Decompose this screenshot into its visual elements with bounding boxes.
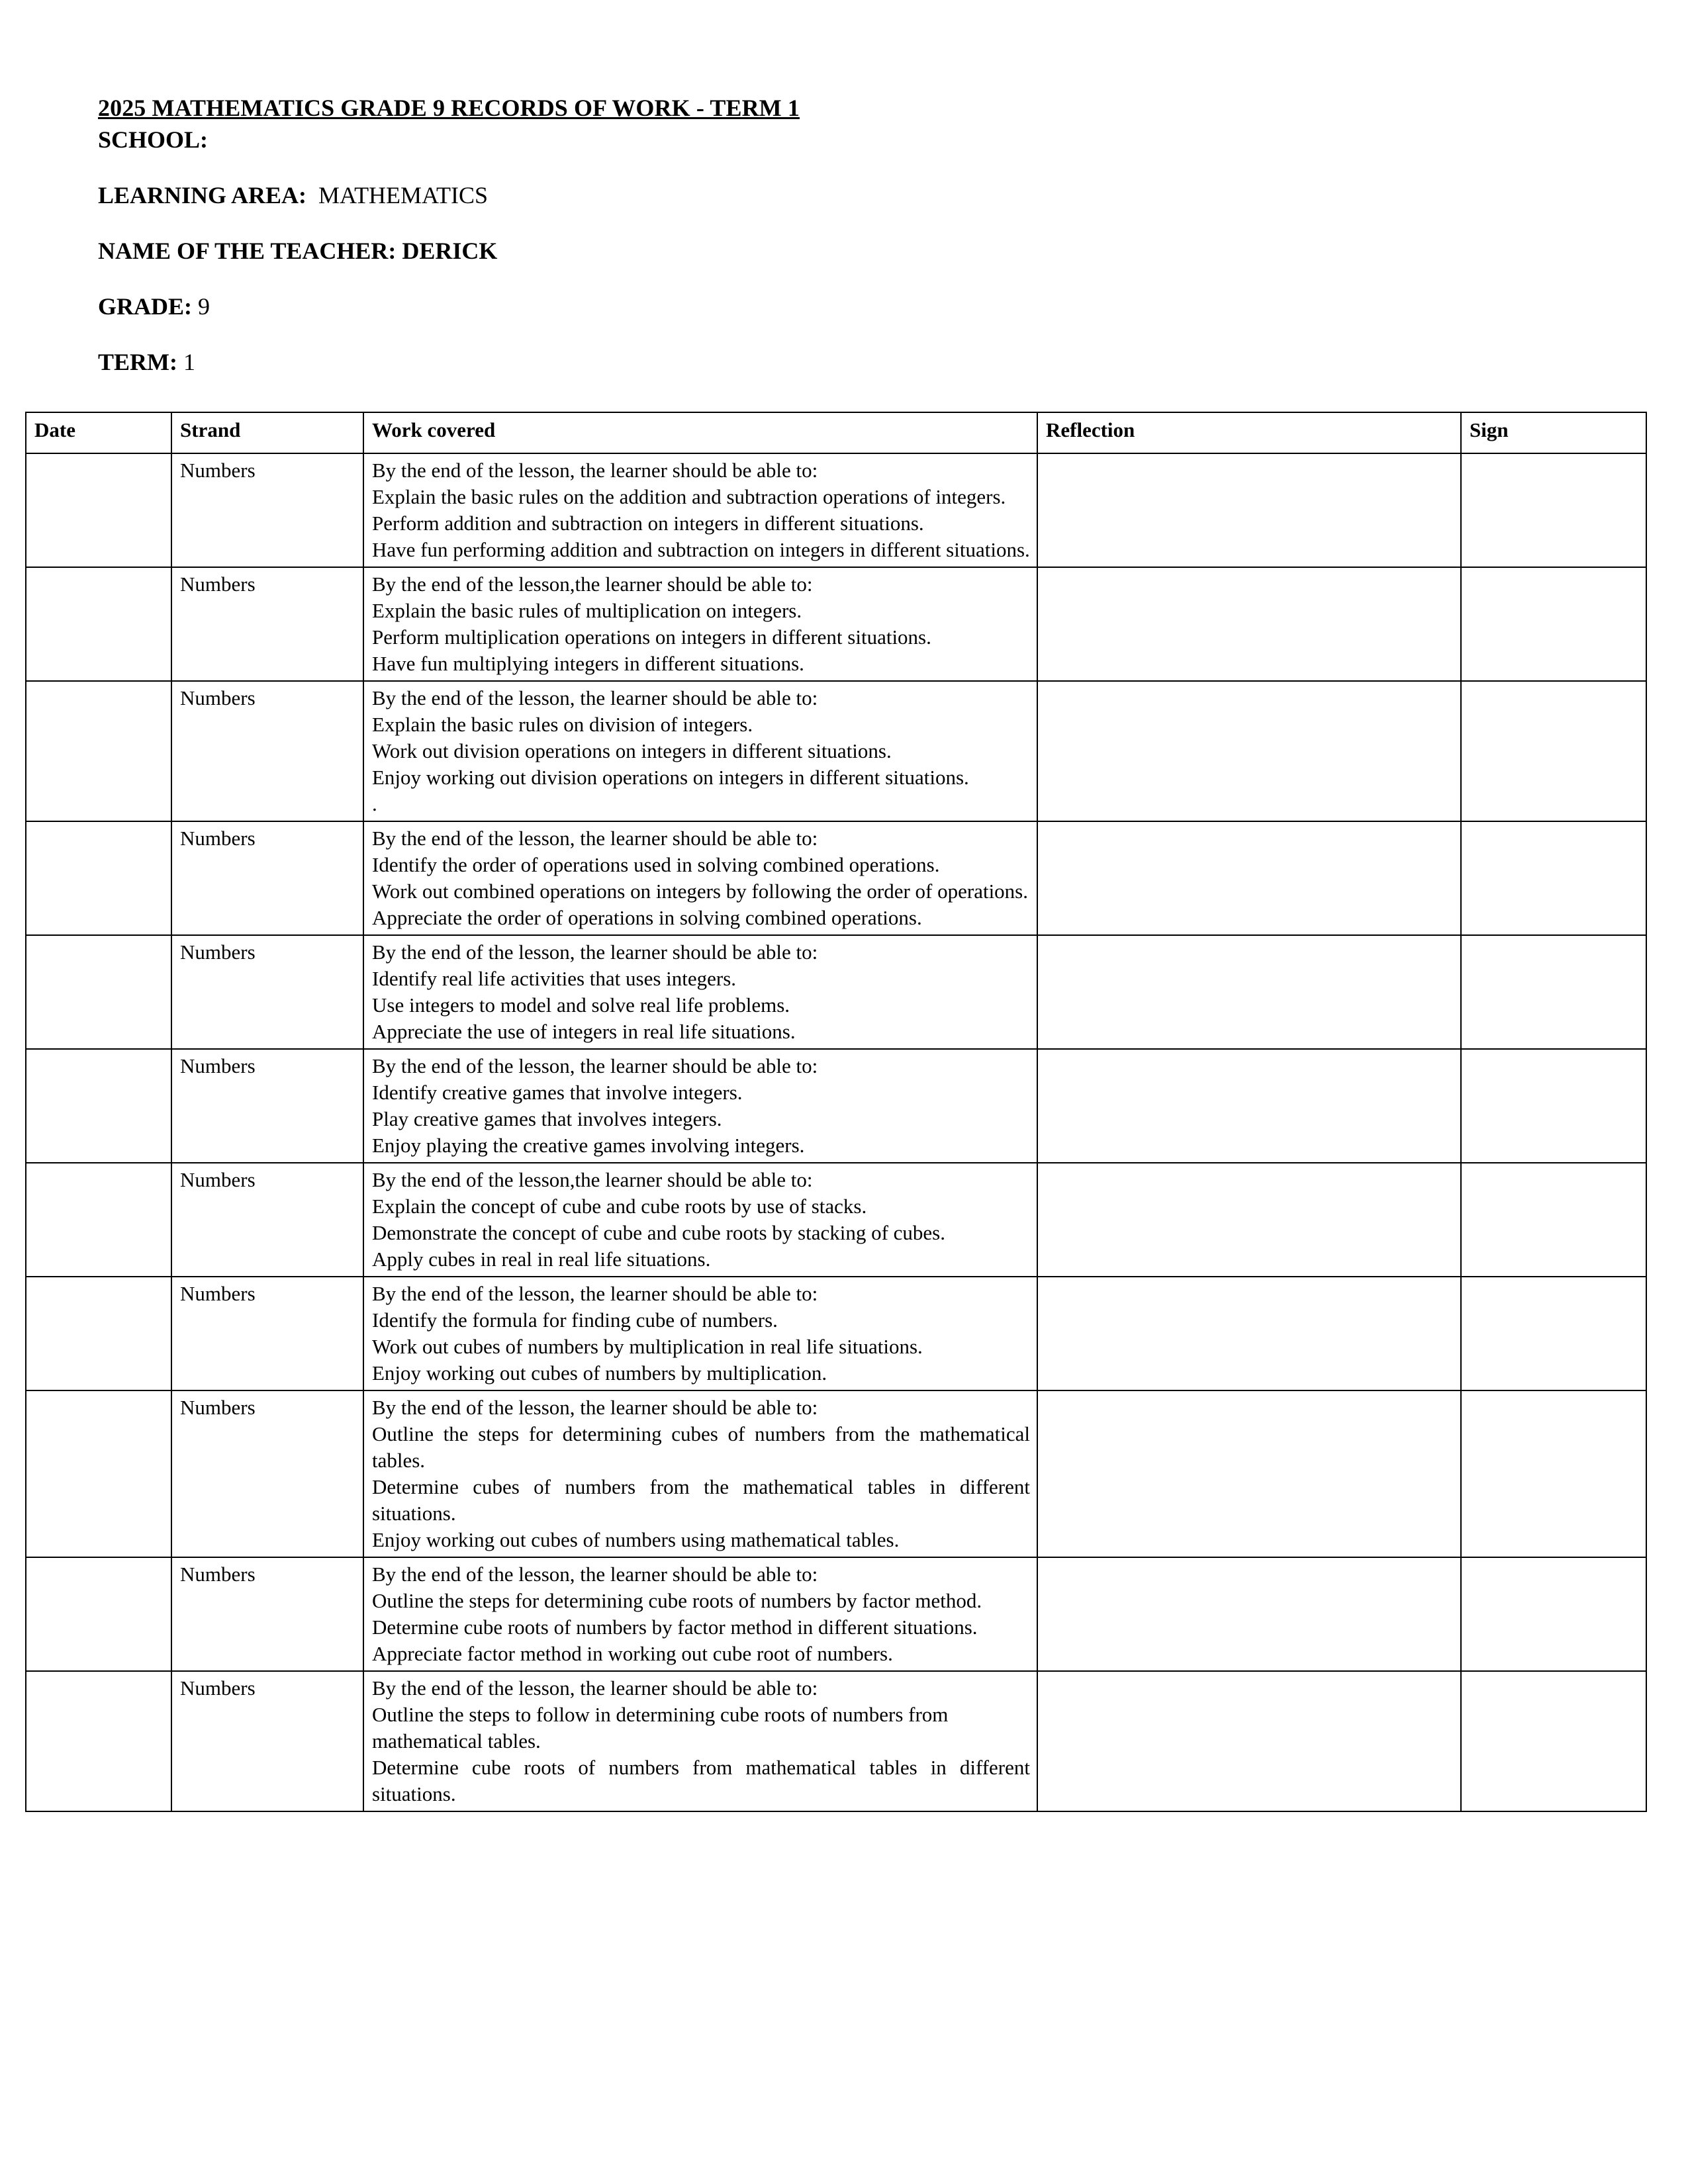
cell-reflection[interactable] [1037,1390,1461,1557]
cell-strand: Numbers [171,821,363,935]
records-of-work-table [25,412,1647,1812]
work-covered-line: Appreciate factor method in working out cube root of numbers. [372,1642,893,1665]
table-row [26,1557,1646,1671]
work-covered-line: Have fun performing addition and subtraction on integers in different situations. [372,538,1030,561]
table-row [26,1671,1646,1811]
cell-date[interactable] [26,1277,171,1390]
cell-work-covered [363,1390,1037,1557]
work-covered-line: Appreciate the use of integers in real life situations. [372,1020,796,1043]
column-header-date: Date [26,412,171,453]
cell-sign[interactable] [1461,453,1646,567]
work-covered-line: Appreciate the order of operations in solving combined operations. [372,906,922,929]
cell-sign[interactable] [1461,935,1646,1049]
learning-area-label: LEARNING AREA [98,182,299,208]
cell-strand: Numbers [171,1163,363,1277]
cell-date[interactable] [26,681,171,821]
table-row [26,567,1646,681]
work-covered-line: Work out combined operations on integers by following the order of operations. [372,880,1029,903]
work-covered-line: Outline the steps for determining cube roots of numbers by factor method. [372,1589,982,1612]
work-covered-line: Demonstrate the concept of cube and cube roots by stacking of cubes. [372,1221,945,1244]
cell-work-covered [363,1277,1037,1390]
work-covered-line: Explain the basic rules on division of integers. [372,713,753,736]
cell-strand: Numbers [171,453,363,567]
cell-date[interactable] [26,1557,171,1671]
cell-sign[interactable] [1461,1163,1646,1277]
cell-work-covered [363,567,1037,681]
work-covered-line: Have fun multiplying integers in different situations. [372,652,804,675]
work-covered-line: By the end of the lesson, the learner should be able to: [372,686,818,709]
work-covered-line: Identify the formula for finding cube of numbers. [372,1308,778,1332]
cell-reflection[interactable] [1037,453,1461,567]
teacher-label: NAME OF THE TEACHER: DERICK [98,238,498,264]
cell-date[interactable] [26,821,171,935]
work-covered-line: By the end of the lesson,the learner should be able to: [372,572,813,596]
work-covered-line: Perform multiplication operations on integers in different situations. [372,625,931,649]
cell-work-covered [363,1671,1037,1811]
work-covered-line: Identify the order of operations used in solving combined operations. [372,853,940,876]
table-header [26,412,1646,453]
column-header-sign: Sign [1461,412,1646,453]
work-covered-line: By the end of the lesson, the learner should be able to: [372,1676,818,1700]
work-covered-line: Use integers to model and solve real life problems. [372,993,790,1017]
table-row [26,821,1646,935]
work-covered-line: . [372,792,377,815]
cell-work-covered [363,821,1037,935]
work-covered-line: By the end of the lesson, the learner should be able to: [372,1396,818,1419]
table-row [26,1277,1646,1390]
work-covered-line: Identify real life activities that uses integers. [372,967,737,990]
work-covered-line: Play creative games that involves integers. [372,1107,722,1130]
work-covered-line: Work out division operations on integers in different situations. [372,739,892,762]
cell-work-covered [363,1163,1037,1277]
cell-date[interactable] [26,1671,171,1811]
work-covered-line: By the end of the lesson, the learner should be able to: [372,827,818,850]
cell-date[interactable] [26,1390,171,1557]
work-covered-line: Determine cube roots of numbers by factor method in different situations. [372,1615,978,1639]
term-value: 1 [183,349,195,375]
cell-reflection[interactable] [1037,1557,1461,1671]
school-label: SCHOOL: [98,126,209,153]
term-label: TERM: [98,349,177,375]
work-covered-line: By the end of the lesson, the learner should be able to: [372,1282,818,1305]
cell-date[interactable] [26,935,171,1049]
work-covered-line: Explain the basic rules of multiplication on integers. [372,599,802,622]
table-row [26,453,1646,567]
cell-date[interactable] [26,1163,171,1277]
cell-strand: Numbers [171,1557,363,1671]
cell-reflection[interactable] [1037,935,1461,1049]
work-covered-line: Outline the steps to follow in determining cube roots of numbers from mathematical tables. [372,1703,949,1752]
document-header [98,93,1607,377]
work-covered-line: Enjoy playing the creative games involving integers. [372,1134,805,1157]
teacher-line [98,236,1607,266]
learning-area-value: MATHEMATICS [318,182,489,208]
cell-date[interactable] [26,567,171,681]
cell-sign[interactable] [1461,1049,1646,1163]
cell-strand: Numbers [171,1390,363,1557]
cell-work-covered [363,1557,1037,1671]
work-covered-line: By the end of the lesson, the learner should be able to: [372,1054,818,1077]
cell-strand: Numbers [171,935,363,1049]
grade-line [98,291,1607,322]
cell-strand: Numbers [171,681,363,821]
work-covered-line: Determine cubes of numbers from the mathematical tables in different situations. [372,1475,1030,1525]
work-covered-line: Outline the steps for determining cubes of numbers from the mathematical tables. [372,1422,1030,1472]
cell-sign[interactable] [1461,681,1646,821]
table-row [26,935,1646,1049]
column-header-reflection: Reflection [1037,412,1461,453]
page-title: 2025 MATHEMATICS GRADE 9 RECORDS OF WORK - TERM 1 [98,95,800,121]
term-line [98,347,1607,377]
cell-sign[interactable] [1461,821,1646,935]
work-covered-line: Enjoy working out cubes of numbers using mathematical tables. [372,1528,900,1551]
cell-date[interactable] [26,453,171,567]
cell-sign[interactable] [1461,567,1646,681]
work-covered-line: By the end of the lesson, the learner should be able to: [372,459,818,482]
work-covered-line: Identify creative games that involve integers. [372,1081,743,1104]
cell-work-covered [363,453,1037,567]
grade-value: 9 [198,293,210,320]
column-header-work: Work covered [363,412,1037,453]
learning-area-line [98,180,1607,210]
table-row [26,1163,1646,1277]
work-covered-line: Work out cubes of numbers by multiplication in real life situations. [372,1335,923,1358]
work-covered-line: Enjoy working out division operations on integers in different situations. [372,766,969,789]
work-covered-line: Explain the basic rules on the addition and subtraction operations of integers. [372,485,1006,508]
table-row [26,1049,1646,1163]
cell-date[interactable] [26,1049,171,1163]
work-covered-line: By the end of the lesson, the learner should be able to: [372,1563,818,1586]
table-header-row [26,412,1646,453]
cell-reflection[interactable] [1037,1671,1461,1811]
work-covered-line: Determine cube roots of numbers from mathematical tables in different situations. [372,1756,1030,1805]
cell-reflection[interactable] [1037,821,1461,935]
cell-reflection[interactable] [1037,1163,1461,1277]
cell-reflection[interactable] [1037,681,1461,821]
cell-reflection[interactable] [1037,1049,1461,1163]
cell-reflection[interactable] [1037,1277,1461,1390]
work-covered-line: By the end of the lesson, the learner should be able to: [372,940,818,964]
work-covered-line: Perform addition and subtraction on integers in different situations. [372,512,924,535]
cell-work-covered [363,935,1037,1049]
work-covered-line: By the end of the lesson,the learner should be able to: [372,1168,813,1191]
table-row [26,681,1646,821]
work-covered-line: Explain the concept of cube and cube roots by use of stacks. [372,1195,867,1218]
cell-sign[interactable] [1461,1277,1646,1390]
column-header-strand: Strand [171,412,363,453]
grade-label: GRADE: [98,293,192,320]
cell-sign[interactable] [1461,1671,1646,1811]
cell-sign[interactable] [1461,1557,1646,1671]
cell-work-covered [363,1049,1037,1163]
cell-work-covered [363,681,1037,821]
table-body [26,453,1646,1811]
table-row [26,1390,1646,1557]
cell-sign[interactable] [1461,1390,1646,1557]
cell-reflection[interactable] [1037,567,1461,681]
cell-strand: Numbers [171,567,363,681]
cell-strand: Numbers [171,1277,363,1390]
work-covered-line: Apply cubes in real in real life situations. [372,1248,711,1271]
cell-strand: Numbers [171,1049,363,1163]
learning-area-separator: : [299,182,307,208]
cell-strand: Numbers [171,1671,363,1811]
work-covered-line: Enjoy working out cubes of numbers by multiplication. [372,1361,827,1385]
